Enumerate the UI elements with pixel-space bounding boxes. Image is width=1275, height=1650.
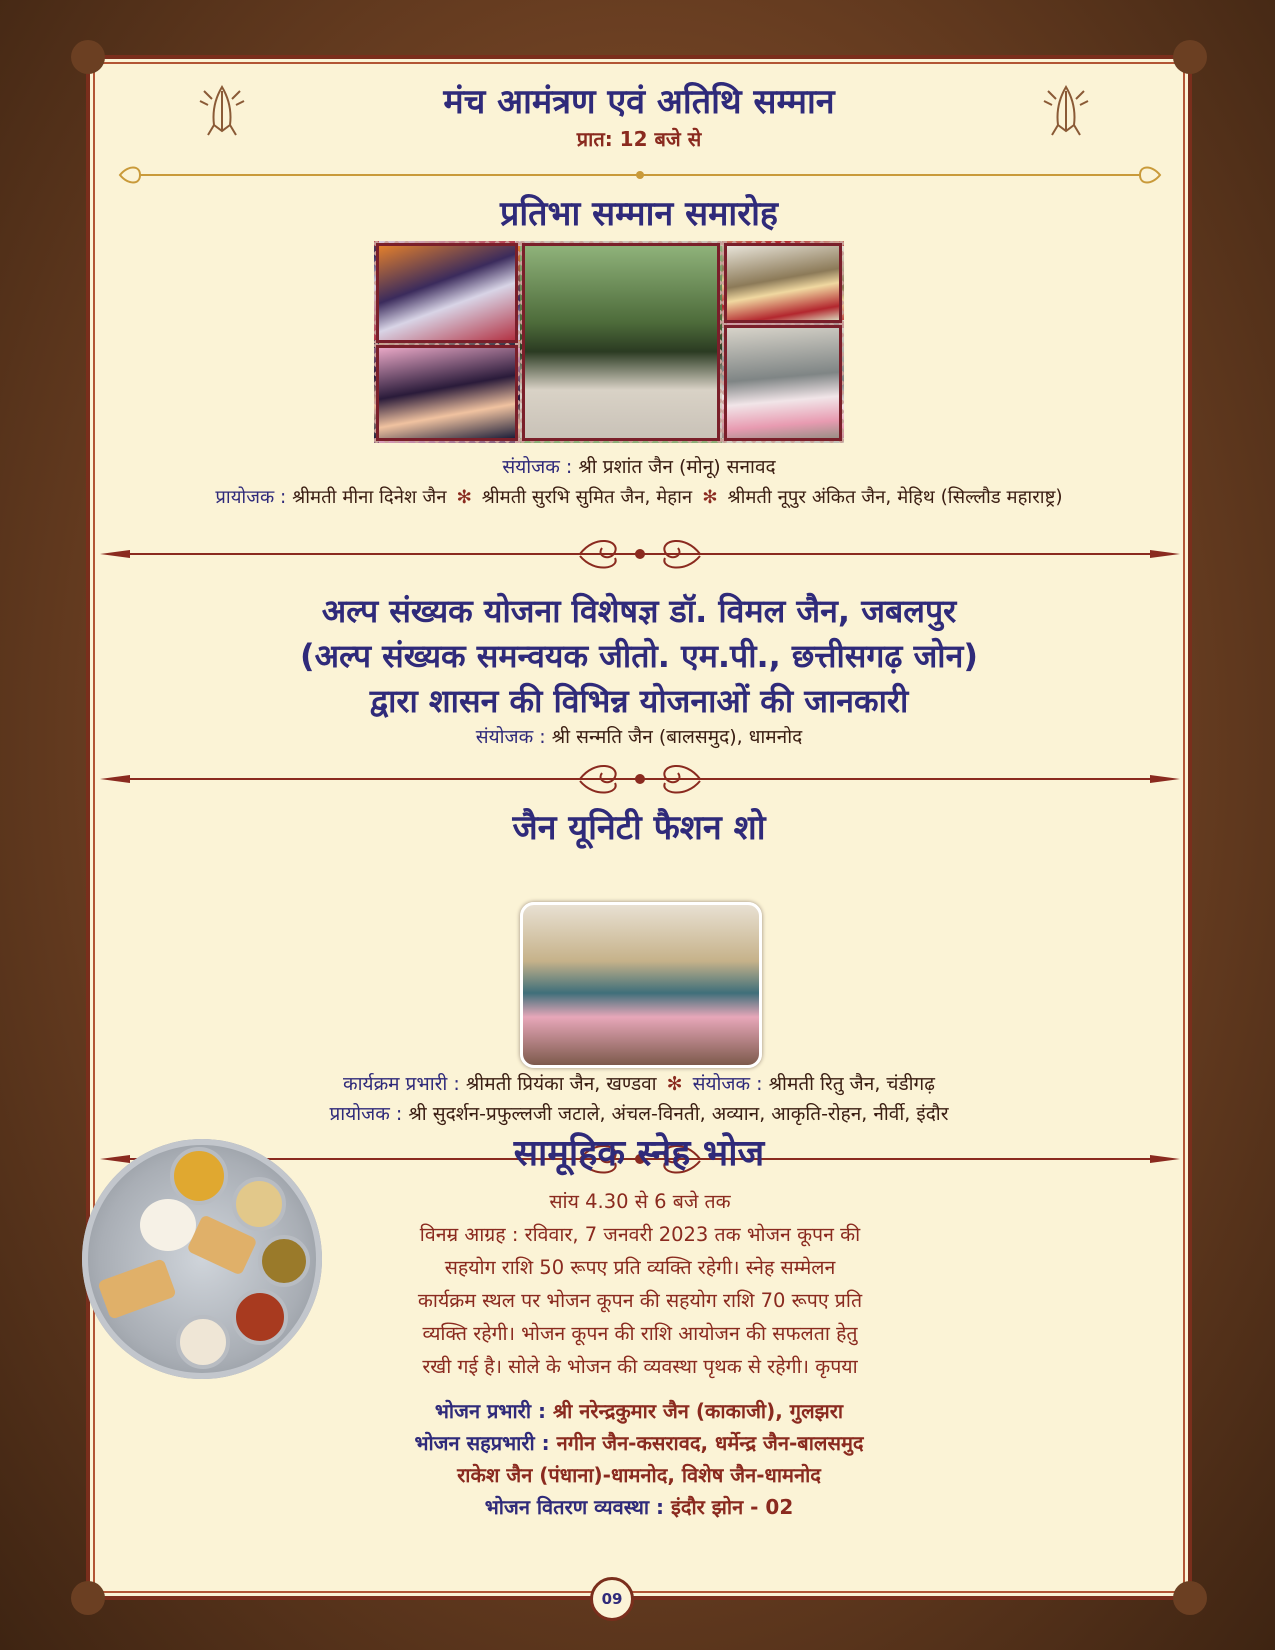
bhoj-para-line: रखी गई है। सोले के भोजन की व्यवस्था पृथक से रहेगी। कृपया bbox=[422, 1355, 858, 1378]
page-title: मंच आमंत्रण एवं अतिथि सम्मान bbox=[443, 82, 835, 122]
bhoj-para-line: सहयोग राशि 50 रूपए प्रति व्यक्ति रहेगी। स्नेह सम्मेलन bbox=[444, 1256, 836, 1279]
roti bbox=[97, 1258, 176, 1320]
bhoj-sahprabhari: भोजन सहप्रभारी : नगीन जैन-कसरावद, धर्मेन्द्र जैन-बालसमुद bbox=[414, 1431, 864, 1455]
section-title-bhoj: सामूहिक स्नेह भोज bbox=[513, 1133, 765, 1174]
bhoj-sahprabhari-2: राकेश जैन (पंधाना)-धामनोद, विशेष जैन-धामनोद bbox=[457, 1463, 821, 1487]
bhoj-prabhari: भोजन प्रभारी : श्री नरेन्द्रकुमार जैन (काकाजी), गुलझरा bbox=[434, 1399, 844, 1423]
page-number: 09 bbox=[590, 1577, 634, 1621]
alp-line-3: द्वारा शासन की विभिन्न योजनाओं की जानकारी bbox=[369, 682, 909, 720]
award-photo bbox=[722, 323, 844, 443]
bhoj-vitaran: भोजन वितरण व्यवस्था : इंदौर झोन - 02 bbox=[484, 1495, 794, 1519]
section-title-pratibha: प्रतिभा सम्मान समारोह bbox=[500, 194, 778, 234]
frame-corner bbox=[1173, 40, 1207, 74]
pratibha-prayojak: प्रायोजक : श्रीमती मीना दिनेश जैन ✻ श्रीमती सुरभि सुमित जैन, मेहान ✻ श्रीमती नूपुर अंकित जैन, मेहिथ (सिल्लौड महाराष्ट्र) bbox=[215, 487, 1063, 508]
header-time: प्रात: 12 बजे से bbox=[576, 127, 702, 151]
bhoj-para-line: विनम्र आग्रह : रविवार, 7 जनवरी 2023 तक भोजन कूपन की bbox=[419, 1223, 861, 1246]
food-bowl bbox=[176, 1315, 230, 1369]
section-title-fashion: जैन यूनिटी फैशन शो bbox=[512, 808, 766, 848]
bhoj-details bbox=[260, 1185, 1020, 1383]
frame-corner bbox=[1173, 1581, 1207, 1615]
alp-line-2: (अल्प संख्यक समन्वयक जीतो. एम.पी., छत्तीसगढ़ जोन) bbox=[300, 637, 978, 675]
award-photo bbox=[374, 241, 520, 345]
award-photo bbox=[520, 241, 722, 443]
bhoj-para-line: व्यक्ति रहेगी। भोजन कूपन की राशि आयोजन की सफलता हेतु bbox=[422, 1322, 858, 1345]
bhoj-time: सांय 4.30 से 6 बजे तक bbox=[549, 1190, 731, 1213]
bhoj-para-line: कार्यक्रम स्थल पर भोजन कूपन की सहयोग राशि 70 रूपए प्रति bbox=[417, 1289, 863, 1312]
frame-corner bbox=[71, 1581, 105, 1615]
ornamental-divider bbox=[100, 534, 1180, 574]
page-frame bbox=[86, 55, 1192, 1600]
ornamental-divider bbox=[100, 759, 1180, 799]
frame-corner bbox=[71, 40, 105, 74]
rice-mound bbox=[140, 1199, 196, 1251]
award-photo bbox=[722, 241, 844, 325]
family-photo bbox=[520, 902, 762, 1068]
fashion-prayojak: प्रायोजक : श्री सुदर्शन-प्रफुल्लजी जटाले, अंचल-विनती, अव्यान, आकृति-रोहन, नीर्वी, इंदौर bbox=[329, 1103, 949, 1125]
pratibha-sanyojak: संयोजक : श्री प्रशांत जैन (मोनू) सनावद bbox=[502, 456, 776, 478]
award-photo bbox=[374, 343, 520, 443]
alp-sanyojak: संयोजक : श्री सन्मति जैन (बालसमुद), धामनोद bbox=[475, 726, 803, 748]
alp-line-1: अल्प संख्यक योजना विशेषज्ञ डॉ. विमल जैन, जबलपुर bbox=[321, 592, 957, 630]
fashion-prabhari: कार्यक्रम प्रभारी : श्रीमती प्रियंका जैन, खण्डवा ✻ संयोजक : श्रीमती रितु जैन, चंडीगढ़ bbox=[343, 1073, 935, 1095]
